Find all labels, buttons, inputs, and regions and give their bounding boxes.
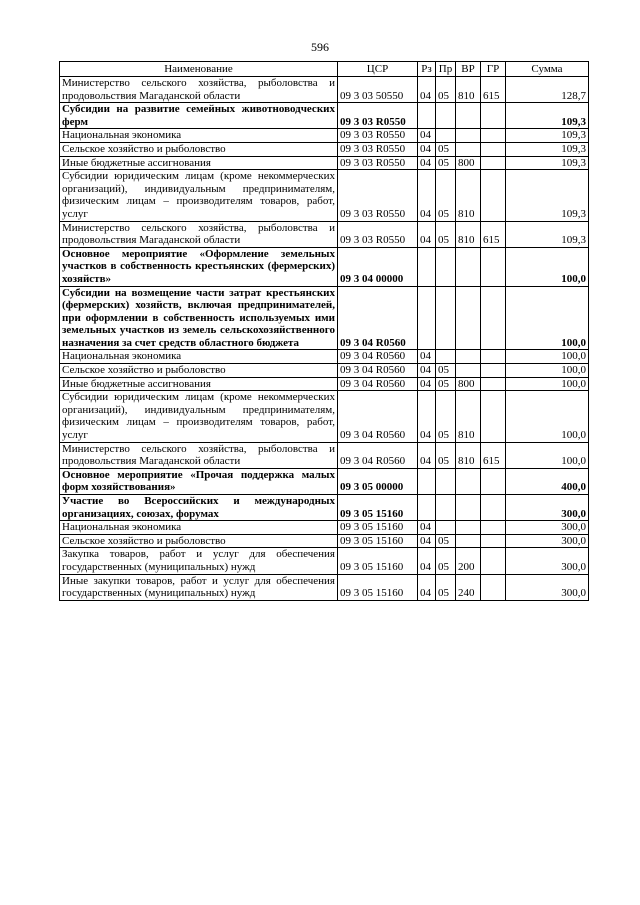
table-row bbox=[60, 142, 589, 156]
row-name-cell: Иные закупки товаров, работ и услуг для обеспечения государственных (муниципальных) нужд bbox=[60, 574, 338, 600]
row-pr-cell: 05 bbox=[436, 534, 456, 548]
row-name-cell: Основное мероприятие «Оформление земельных участков в собственность крестьянских (фермерских) хозяйств» bbox=[60, 247, 338, 286]
row-pr-cell bbox=[436, 521, 456, 535]
row-name-cell: Министерство сельского хозяйства, рыболовства и продовольствия Магаданской области bbox=[60, 221, 338, 247]
table-row bbox=[60, 442, 589, 468]
row-vr-cell bbox=[456, 495, 481, 521]
row-name-cell: Субсидии юридическим лицам (кроме некоммерческих организаций), индивидуальным предпринимателям, физическим лицам – производителям товаров, работ, услуг bbox=[60, 170, 338, 221]
row-csr-cell: 09 3 04 R0560 bbox=[338, 377, 418, 391]
header-csr: ЦСР bbox=[338, 62, 418, 77]
row-csr-cell: 09 3 03 R0550 bbox=[338, 142, 418, 156]
row-vr-cell: 810 bbox=[456, 77, 481, 103]
table-header-row bbox=[60, 62, 589, 77]
table-row bbox=[60, 77, 589, 103]
row-rz-cell: 04 bbox=[418, 391, 436, 442]
table-row bbox=[60, 364, 589, 378]
row-gr-cell bbox=[481, 142, 506, 156]
row-rz-cell: 04 bbox=[418, 574, 436, 600]
table-row bbox=[60, 156, 589, 170]
row-vr-cell: 240 bbox=[456, 574, 481, 600]
row-csr-cell: 09 3 03 R0550 bbox=[338, 170, 418, 221]
row-pr-cell: 05 bbox=[436, 574, 456, 600]
row-name-cell: Субсидии на возмещение части затрат крестьянских (фермерских) хозяйств, включая предпринимателей, при оформлении в собственность используемых ими земельных участков из земель сельскохозяйственного назначения за счет средств областного бюджета bbox=[60, 286, 338, 350]
row-sum-cell: 128,7 bbox=[506, 77, 589, 103]
row-vr-cell: 200 bbox=[456, 548, 481, 574]
row-sum-cell: 109,3 bbox=[506, 142, 589, 156]
row-pr-cell bbox=[436, 247, 456, 286]
row-pr-cell bbox=[436, 350, 456, 364]
row-rz-cell: 04 bbox=[418, 548, 436, 574]
row-sum-cell: 400,0 bbox=[506, 468, 589, 494]
row-gr-cell bbox=[481, 170, 506, 221]
row-vr-cell bbox=[456, 286, 481, 350]
row-sum-cell: 100,0 bbox=[506, 442, 589, 468]
row-rz-cell: 04 bbox=[418, 521, 436, 535]
row-csr-cell: 09 3 05 15160 bbox=[338, 495, 418, 521]
row-vr-cell: 810 bbox=[456, 442, 481, 468]
row-sum-cell: 100,0 bbox=[506, 364, 589, 378]
row-rz-cell: 04 bbox=[418, 142, 436, 156]
row-rz-cell bbox=[418, 103, 436, 129]
row-name-cell: Национальная экономика bbox=[60, 521, 338, 535]
row-pr-cell: 05 bbox=[436, 156, 456, 170]
row-sum-cell: 100,0 bbox=[506, 391, 589, 442]
row-gr-cell bbox=[481, 574, 506, 600]
row-sum-cell: 109,3 bbox=[506, 156, 589, 170]
header-sum: Сумма bbox=[506, 62, 589, 77]
row-rz-cell bbox=[418, 468, 436, 494]
row-rz-cell: 04 bbox=[418, 377, 436, 391]
table-body bbox=[60, 77, 589, 601]
row-sum-cell: 100,0 bbox=[506, 286, 589, 350]
row-rz-cell: 04 bbox=[418, 170, 436, 221]
row-name-cell: Закупка товаров, работ и услуг для обеспечения государственных (муниципальных) нужд bbox=[60, 548, 338, 574]
row-pr-cell: 05 bbox=[436, 364, 456, 378]
row-pr-cell bbox=[436, 103, 456, 129]
row-rz-cell: 04 bbox=[418, 350, 436, 364]
table-row bbox=[60, 574, 589, 600]
table-row bbox=[60, 495, 589, 521]
row-vr-cell bbox=[456, 350, 481, 364]
row-name-cell: Сельское хозяйство и рыболовство bbox=[60, 142, 338, 156]
row-gr-cell bbox=[481, 247, 506, 286]
row-vr-cell bbox=[456, 103, 481, 129]
header-vr: ВР bbox=[456, 62, 481, 77]
row-sum-cell: 109,3 bbox=[506, 170, 589, 221]
row-name-cell: Сельское хозяйство и рыболовство bbox=[60, 364, 338, 378]
row-gr-cell bbox=[481, 129, 506, 143]
row-sum-cell: 109,3 bbox=[506, 221, 589, 247]
row-sum-cell: 100,0 bbox=[506, 247, 589, 286]
row-name-cell: Основное мероприятие «Прочая поддержка малых форм хозяйствования» bbox=[60, 468, 338, 494]
row-sum-cell: 109,3 bbox=[506, 129, 589, 143]
row-sum-cell: 100,0 bbox=[506, 350, 589, 364]
row-csr-cell: 09 3 05 15160 bbox=[338, 548, 418, 574]
row-gr-cell bbox=[481, 468, 506, 494]
row-csr-cell: 09 3 03 50550 bbox=[338, 77, 418, 103]
row-name-cell: Иные бюджетные ассигнования bbox=[60, 377, 338, 391]
budget-table bbox=[59, 61, 589, 601]
row-csr-cell: 09 3 03 R0550 bbox=[338, 221, 418, 247]
row-rz-cell: 04 bbox=[418, 156, 436, 170]
row-csr-cell: 09 3 04 R0560 bbox=[338, 350, 418, 364]
row-vr-cell bbox=[456, 364, 481, 378]
header-name: Наименование bbox=[60, 62, 338, 77]
row-gr-cell bbox=[481, 350, 506, 364]
row-pr-cell: 05 bbox=[436, 77, 456, 103]
header-pr: Пр bbox=[436, 62, 456, 77]
row-pr-cell bbox=[436, 129, 456, 143]
row-pr-cell bbox=[436, 495, 456, 521]
row-rz-cell bbox=[418, 286, 436, 350]
row-pr-cell: 05 bbox=[436, 442, 456, 468]
row-sum-cell: 300,0 bbox=[506, 548, 589, 574]
row-sum-cell: 109,3 bbox=[506, 103, 589, 129]
row-gr-cell bbox=[481, 156, 506, 170]
row-rz-cell: 04 bbox=[418, 129, 436, 143]
row-name-cell: Национальная экономика bbox=[60, 350, 338, 364]
row-rz-cell: 04 bbox=[418, 442, 436, 468]
row-csr-cell: 09 3 04 R0560 bbox=[338, 364, 418, 378]
row-sum-cell: 100,0 bbox=[506, 377, 589, 391]
header-rz: Рз bbox=[418, 62, 436, 77]
row-rz-cell: 04 bbox=[418, 221, 436, 247]
row-vr-cell bbox=[456, 129, 481, 143]
row-pr-cell: 05 bbox=[436, 548, 456, 574]
table-row bbox=[60, 391, 589, 442]
row-pr-cell: 05 bbox=[436, 142, 456, 156]
row-vr-cell bbox=[456, 142, 481, 156]
table-row bbox=[60, 548, 589, 574]
table-row bbox=[60, 350, 589, 364]
row-vr-cell: 810 bbox=[456, 391, 481, 442]
table-row bbox=[60, 103, 589, 129]
row-gr-cell bbox=[481, 521, 506, 535]
row-gr-cell bbox=[481, 548, 506, 574]
row-csr-cell: 09 3 05 15160 bbox=[338, 521, 418, 535]
row-vr-cell: 800 bbox=[456, 156, 481, 170]
row-sum-cell: 300,0 bbox=[506, 521, 589, 535]
row-rz-cell: 04 bbox=[418, 534, 436, 548]
row-rz-cell: 04 bbox=[418, 364, 436, 378]
page-number: 596 bbox=[311, 40, 329, 54]
row-sum-cell: 300,0 bbox=[506, 574, 589, 600]
row-csr-cell: 09 3 05 15160 bbox=[338, 534, 418, 548]
row-name-cell: Сельское хозяйство и рыболовство bbox=[60, 534, 338, 548]
row-name-cell: Участие во Всероссийских и международных организациях, союзах, форумах bbox=[60, 495, 338, 521]
row-vr-cell bbox=[456, 534, 481, 548]
row-gr-cell: 615 bbox=[481, 221, 506, 247]
row-gr-cell bbox=[481, 286, 506, 350]
table-row bbox=[60, 129, 589, 143]
row-csr-cell: 09 3 05 00000 bbox=[338, 468, 418, 494]
row-gr-cell bbox=[481, 364, 506, 378]
row-gr-cell bbox=[481, 391, 506, 442]
table-row bbox=[60, 377, 589, 391]
row-rz-cell bbox=[418, 247, 436, 286]
row-pr-cell bbox=[436, 468, 456, 494]
row-name-cell: Субсидии юридическим лицам (кроме некоммерческих организаций), индивидуальным предпринимателям, физическим лицам – производителям товаров, работ, услуг bbox=[60, 391, 338, 442]
row-vr-cell bbox=[456, 468, 481, 494]
row-name-cell: Субсидии на развитие семейных животноводческих ферм bbox=[60, 103, 338, 129]
table-row bbox=[60, 286, 589, 350]
row-name-cell: Министерство сельского хозяйства, рыболовства и продовольствия Магаданской области bbox=[60, 77, 338, 103]
row-vr-cell: 810 bbox=[456, 221, 481, 247]
table-row bbox=[60, 521, 589, 535]
row-gr-cell bbox=[481, 103, 506, 129]
row-pr-cell: 05 bbox=[436, 221, 456, 247]
row-gr-cell: 615 bbox=[481, 77, 506, 103]
row-csr-cell: 09 3 03 R0550 bbox=[338, 156, 418, 170]
row-sum-cell: 300,0 bbox=[506, 534, 589, 548]
row-gr-cell bbox=[481, 495, 506, 521]
row-pr-cell: 05 bbox=[436, 391, 456, 442]
table-row bbox=[60, 221, 589, 247]
row-csr-cell: 09 3 04 R0560 bbox=[338, 286, 418, 350]
row-name-cell: Министерство сельского хозяйства, рыболовства и продовольствия Магаданской области bbox=[60, 442, 338, 468]
row-gr-cell: 615 bbox=[481, 442, 506, 468]
row-gr-cell bbox=[481, 534, 506, 548]
row-pr-cell: 05 bbox=[436, 377, 456, 391]
table-row bbox=[60, 468, 589, 494]
row-name-cell: Иные бюджетные ассигнования bbox=[60, 156, 338, 170]
row-vr-cell: 810 bbox=[456, 170, 481, 221]
table-row bbox=[60, 247, 589, 286]
row-csr-cell: 09 3 03 R0550 bbox=[338, 129, 418, 143]
row-csr-cell: 09 3 03 R0550 bbox=[338, 103, 418, 129]
row-vr-cell bbox=[456, 247, 481, 286]
row-name-cell: Национальная экономика bbox=[60, 129, 338, 143]
row-csr-cell: 09 3 04 00000 bbox=[338, 247, 418, 286]
row-csr-cell: 09 3 05 15160 bbox=[338, 574, 418, 600]
row-gr-cell bbox=[481, 377, 506, 391]
row-csr-cell: 09 3 04 R0560 bbox=[338, 442, 418, 468]
table-row bbox=[60, 170, 589, 221]
row-rz-cell: 04 bbox=[418, 77, 436, 103]
table-row bbox=[60, 534, 589, 548]
row-pr-cell: 05 bbox=[436, 170, 456, 221]
row-sum-cell: 300,0 bbox=[506, 495, 589, 521]
row-csr-cell: 09 3 04 R0560 bbox=[338, 391, 418, 442]
row-pr-cell bbox=[436, 286, 456, 350]
header-gr: ГР bbox=[481, 62, 506, 77]
row-rz-cell bbox=[418, 495, 436, 521]
row-vr-cell: 800 bbox=[456, 377, 481, 391]
row-vr-cell bbox=[456, 521, 481, 535]
